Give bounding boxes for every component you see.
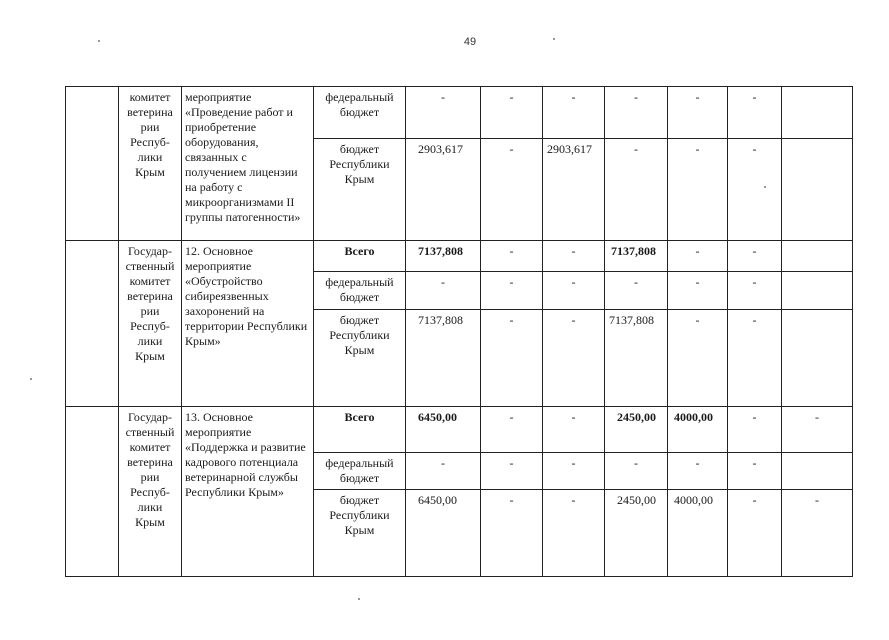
funding-source-cell: бюджет Республики Крым bbox=[314, 139, 406, 241]
funding-source-cell: федеральный бюджет bbox=[314, 272, 406, 310]
value-cell: 2903,617 bbox=[543, 139, 605, 241]
value-cell: - bbox=[728, 87, 782, 139]
value-cell: - bbox=[728, 139, 782, 241]
table-row bbox=[66, 407, 853, 453]
scan-speck bbox=[98, 40, 100, 42]
row-number-cell bbox=[66, 87, 119, 241]
value-cell: - bbox=[481, 407, 543, 453]
value-cell bbox=[782, 272, 853, 310]
value-cell: - bbox=[481, 272, 543, 310]
funding-source-cell: федеральный бюджет bbox=[314, 453, 406, 490]
value-cell: - bbox=[728, 407, 782, 453]
value-cell: - bbox=[481, 453, 543, 490]
value-cell: 7137,808 bbox=[406, 241, 481, 272]
value-cell: - bbox=[406, 272, 481, 310]
value-cell: - bbox=[668, 139, 728, 241]
value-cell: 7137,808 bbox=[406, 310, 481, 407]
budget-table bbox=[65, 86, 853, 577]
scan-speck bbox=[30, 378, 32, 380]
value-cell: - bbox=[605, 453, 668, 490]
executor-cell: Государ-ственный комитет ветерина рии Респуб-лики Крым bbox=[119, 407, 182, 577]
value-cell: - bbox=[543, 87, 605, 139]
value-cell: - bbox=[481, 310, 543, 407]
value-cell: 6450,00 bbox=[406, 490, 481, 577]
value-cell: - bbox=[605, 139, 668, 241]
value-cell: - bbox=[406, 453, 481, 490]
value-cell: - bbox=[728, 241, 782, 272]
event-cell: мероприятие «Проведение работ и приобретение оборудования, связанных с получением лицензии на работу с микроорганизмами II группы патогенности» bbox=[182, 87, 314, 241]
value-cell: - bbox=[543, 272, 605, 310]
value-cell: - bbox=[481, 87, 543, 139]
value-cell: - bbox=[543, 490, 605, 577]
value-cell: 6450,00 bbox=[406, 407, 481, 453]
value-cell bbox=[782, 310, 853, 407]
value-cell: - bbox=[668, 310, 728, 407]
row-number-cell bbox=[66, 407, 119, 577]
value-cell bbox=[782, 453, 853, 490]
value-cell: 2450,00 bbox=[605, 490, 668, 577]
value-cell: - bbox=[605, 87, 668, 139]
value-cell: 4000,00 bbox=[668, 407, 728, 453]
value-cell: - bbox=[728, 310, 782, 407]
value-cell: 4000,00 bbox=[668, 490, 728, 577]
page-number: 49 bbox=[463, 36, 477, 48]
value-cell bbox=[782, 139, 853, 241]
value-cell: - bbox=[782, 407, 853, 453]
value-cell: - bbox=[543, 407, 605, 453]
value-cell bbox=[782, 87, 853, 139]
funding-source-cell: Всего bbox=[314, 241, 406, 272]
scan-speck bbox=[764, 186, 766, 188]
value-cell: - bbox=[668, 87, 728, 139]
value-cell: - bbox=[543, 241, 605, 272]
value-cell: - bbox=[728, 453, 782, 490]
value-cell: 7137,808 bbox=[605, 241, 668, 272]
row-number-cell bbox=[66, 241, 119, 407]
table-row bbox=[66, 87, 853, 139]
event-cell: 12. Основное мероприятие «Обустройство сибиреязвенных захоронений на территории Республики Крым» bbox=[182, 241, 314, 407]
funding-source-cell: федеральный бюджет bbox=[314, 87, 406, 139]
value-cell: - bbox=[668, 241, 728, 272]
value-cell: - bbox=[668, 453, 728, 490]
value-cell: - bbox=[481, 490, 543, 577]
value-cell: - bbox=[406, 87, 481, 139]
value-cell: - bbox=[782, 490, 853, 577]
scan-speck bbox=[358, 598, 360, 600]
table-row bbox=[66, 241, 853, 272]
scan-speck bbox=[553, 38, 555, 40]
value-cell: - bbox=[481, 139, 543, 241]
value-cell: - bbox=[668, 272, 728, 310]
funding-source-cell: бюджет Республики Крым bbox=[314, 310, 406, 407]
value-cell: - bbox=[728, 490, 782, 577]
funding-source-cell: бюджет Республики Крым bbox=[314, 490, 406, 577]
value-cell: - bbox=[543, 453, 605, 490]
value-cell: 7137,808 bbox=[605, 310, 668, 407]
value-cell bbox=[782, 241, 853, 272]
value-cell: - bbox=[543, 310, 605, 407]
event-cell: 13. Основное мероприятие «Поддержка и развитие кадрового потенциала ветеринарной службы Республики Крым» bbox=[182, 407, 314, 577]
value-cell: 2903,617 bbox=[406, 139, 481, 241]
executor-cell: комитет ветерина рии Респуб-лики Крым bbox=[119, 87, 182, 241]
value-cell: - bbox=[605, 272, 668, 310]
value-cell: - bbox=[481, 241, 543, 272]
value-cell: - bbox=[728, 272, 782, 310]
executor-cell: Государ-ственный комитет ветерина рии Респуб-лики Крым bbox=[119, 241, 182, 407]
value-cell: 2450,00 bbox=[605, 407, 668, 453]
funding-source-cell: Всего bbox=[314, 407, 406, 453]
